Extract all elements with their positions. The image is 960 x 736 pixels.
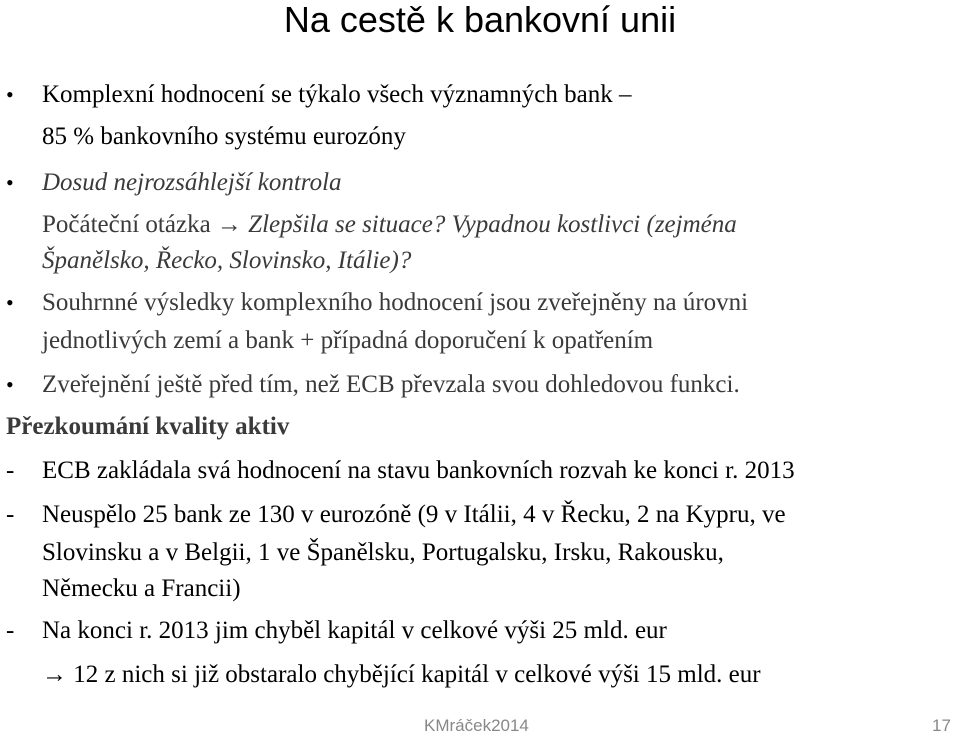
dash-marker: -	[6, 457, 15, 484]
footer-author: KMráček2014	[424, 716, 529, 735]
dash-2-line-3: Německu a Francii)	[42, 575, 241, 602]
section-heading: Přezkoumání kvality aktiv	[6, 413, 290, 440]
dash-2-line-2: Slovinsku a v Belgii, 1 ve Španělsku, Portugalsku, Irsku, Rakousku,	[42, 539, 724, 566]
page-number: 17	[932, 716, 951, 735]
bullet-2-line-1: Dosud nejrozsáhlejší kontrola	[42, 169, 342, 196]
bullet-marker: •	[6, 170, 14, 195]
bullet-marker: •	[6, 290, 14, 315]
dash-3-line-1: Na konci r. 2013 jim chyběl kapitál v celkové výši 25 mld. eur	[42, 617, 667, 644]
bullet-2-line-2	[42, 210, 737, 240]
dash-marker: -	[6, 501, 15, 528]
bullet-3-line-2: jednotlivých zemí a bank + případná doporučení k opatřením	[42, 327, 654, 354]
bullet-2-question-lead: Počáteční otázka →	[42, 211, 249, 238]
bullet-1-line-1: Komplexní hodnocení se týkalo všech významných bank –	[42, 81, 632, 108]
slide-title: Na cestě k bankovní unii	[283, 0, 677, 40]
dash-3-line-2: → 12 z nich si již obstaralo chybějící kapitál v celkové výši 15 mld. eur	[42, 661, 761, 688]
bullet-marker: •	[6, 82, 14, 107]
dash-2-line-1: Neuspělo 25 bank ze 130 v eurozóně (9 v Itálii, 4 v Řecku, 2 na Kypru, ve	[42, 501, 786, 528]
bullet-2-question-text: Zlepšila se situace? Vypadnou kostlivci (zejména	[248, 211, 737, 238]
bullet-1-line-2: 85 % bankovního systému eurozóny	[42, 123, 406, 150]
bullet-marker: •	[6, 372, 14, 397]
dash-1-line-1: ECB zakládala svá hodnocení na stavu bankovních rozvah ke konci r. 2013	[42, 457, 795, 484]
bullet-3-line-1: Souhrnné výsledky komplexního hodnocení jsou zveřejněny na úrovni	[42, 289, 749, 316]
bullet-2-line-3: Španělsko, Řecko, Slovinsko, Itálie)?	[42, 247, 412, 274]
dash-marker: -	[6, 617, 15, 644]
bullet-4-line-1: Zveřejnění ještě před tím, než ECB převzala svou dohledovou funkci.	[42, 371, 740, 398]
